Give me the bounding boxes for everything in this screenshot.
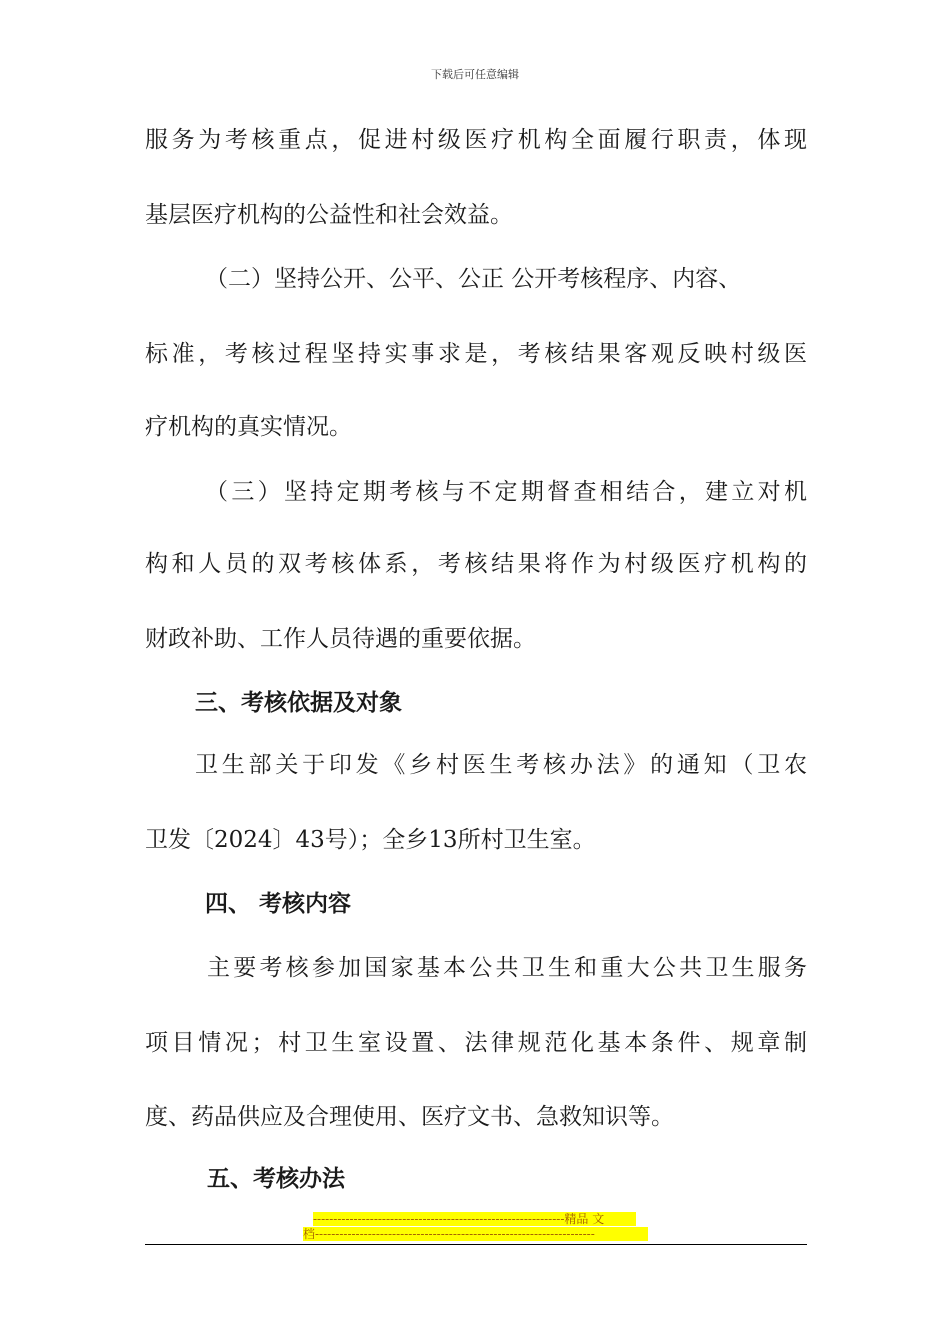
header-note: 下载后可任意编辑 [431,68,519,81]
paragraph-line: 项目情况；村卫生室设置、法律规范化基本条件、规章制 [145,1030,807,1056]
paragraph-line: 主要考核参加国家基本公共卫生和重大公共卫生服务 [207,955,807,981]
paragraph-line: 标准，考核过程坚持实事求是，考核结果客观反映村级医 [145,341,807,367]
paragraph-line: （三）坚持定期考核与不定期督查相结合，建立对机 [205,479,807,505]
footer-watermark-line-1: --------------------------------------------------------------精品 文 [313,1212,636,1226]
paragraph-line: 疗机构的真实情况。 [145,414,352,440]
paragraph-line: 度、药品供应及合理使用、医疗文书、急救知识等。 [145,1104,674,1130]
paragraph-line: 服务为考核重点，促进村级医疗机构全面履行职责，体现 [145,127,807,153]
footer-watermark-line-2: 档--------------------------------------------------------------------- [303,1227,648,1241]
section-heading: 四、 考核内容 [205,890,352,917]
paragraph-line: 构和人员的双考核体系，考核结果将作为村级医疗机构的 [145,551,807,577]
footer-rule [145,1244,807,1245]
paragraph-line: 财政补助、工作人员待遇的重要依据。 [145,626,536,652]
paragraph-line: 基层医疗机构的公益性和社会效益。 [145,202,513,228]
section-heading: 三、考核依据及对象 [195,689,402,716]
section-heading: 五、考核办法 [207,1165,345,1192]
paragraph-line: 卫发〔2024〕43号）；全乡13所村卫生室。 [145,827,596,853]
paragraph-line: （二）坚持公开、公平、公正 公开考核程序、内容、 [205,266,742,292]
paragraph-line: 卫生部关于印发《乡村医生考核办法》的通知（卫农 [195,752,807,778]
